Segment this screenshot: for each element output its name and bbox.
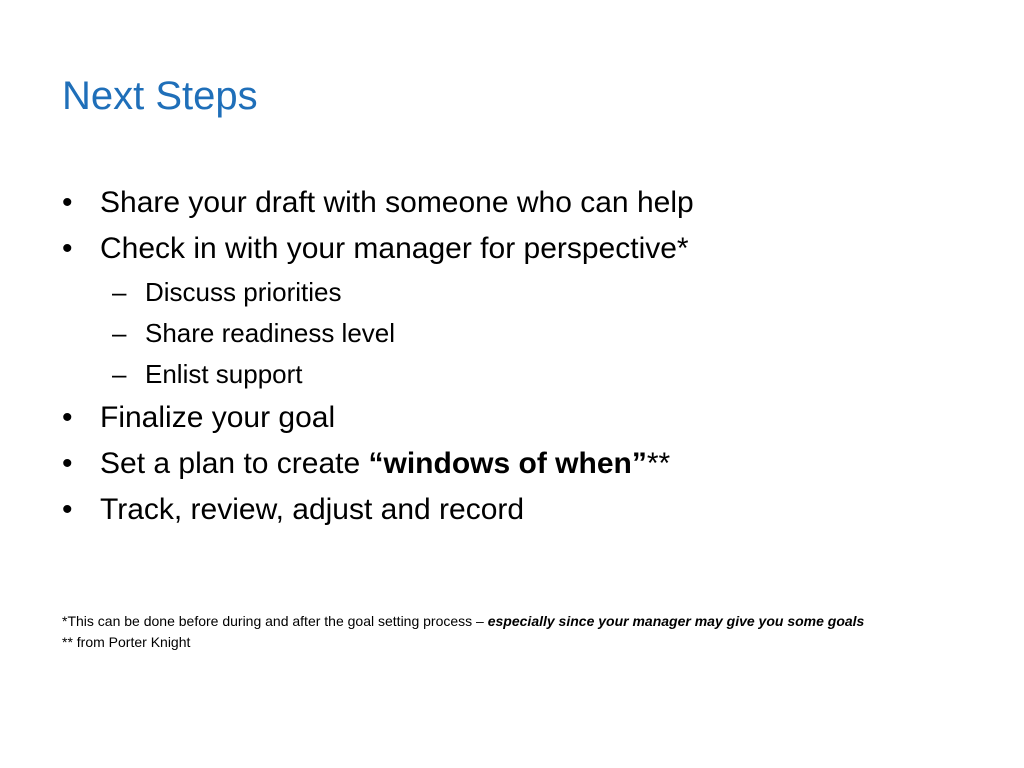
footnotes [62, 611, 864, 653]
footnote-1 [62, 611, 864, 632]
bullet-text-suffix: ** [646, 447, 671, 480]
bullet-text: Check in with your manager for perspective* [100, 232, 689, 265]
dash-icon: – [112, 318, 127, 348]
bullet-item-track-review [62, 487, 992, 533]
slide-title: Next Steps [62, 74, 258, 118]
dash-icon: – [112, 277, 127, 307]
bullet-item-check-in [62, 226, 992, 272]
sub-bullet-item-readiness [62, 313, 992, 354]
sub-bullet-item-enlist-support [62, 354, 992, 395]
bullet-item-set-plan [62, 441, 992, 487]
footnote-1-emphasis: especially since your manager may give you some goals [487, 613, 865, 629]
bullet-list [62, 180, 992, 533]
sub-bullet-text: Discuss priorities [145, 277, 342, 307]
bullet-icon: • [62, 447, 73, 480]
bullet-icon: • [62, 493, 73, 526]
sub-bullet-item-discuss-priorities [62, 272, 992, 313]
bullet-icon: • [62, 401, 73, 434]
sub-bullet-text: Enlist support [145, 359, 303, 389]
dash-icon: – [112, 359, 127, 389]
footnote-2: ** from Porter Knight [62, 634, 191, 650]
bullet-text-prefix: Set a plan to create [100, 447, 369, 480]
bullet-text: Finalize your goal [100, 401, 336, 434]
bullet-text: Track, review, adjust and record [100, 493, 525, 526]
bullet-item-finalize-goal [62, 395, 992, 441]
bullet-icon: • [62, 186, 73, 219]
bullet-text-bold: “windows of when” [368, 447, 647, 480]
bullet-text: Share your draft with someone who can help [100, 186, 694, 219]
footnote-1-text: *This can be done before during and after the goal setting process – [62, 613, 488, 629]
bullet-item-share-draft [62, 180, 992, 226]
sub-bullet-text: Share readiness level [145, 318, 396, 348]
bullet-icon: • [62, 232, 73, 265]
